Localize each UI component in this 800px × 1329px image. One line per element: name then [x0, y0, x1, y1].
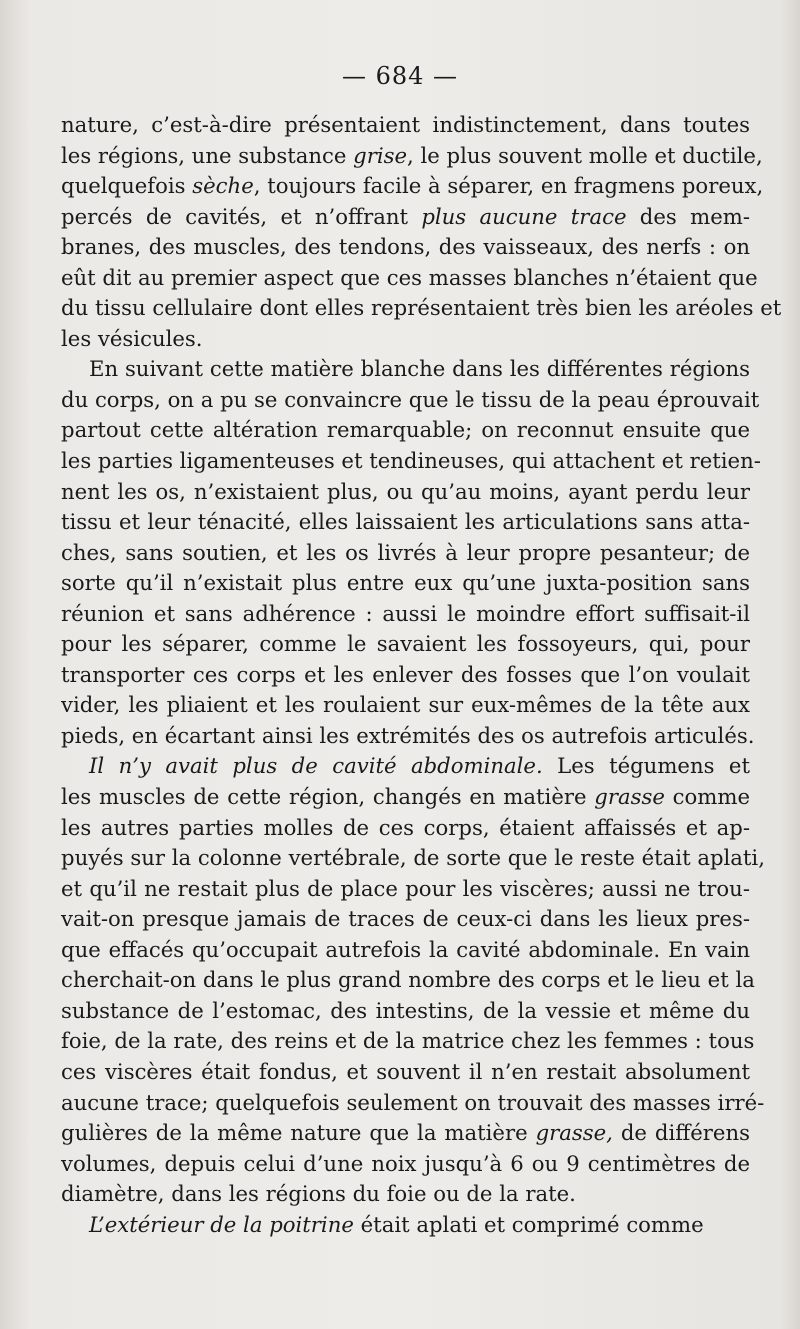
text-line [61, 1149, 750, 1180]
text-run: comme [664, 784, 751, 810]
paragraph [61, 1210, 750, 1241]
text-line [61, 935, 750, 966]
text-run: quelquefois [61, 173, 193, 199]
text-run: eût dit au premier aspect que ces masses blanches n’étaient que [61, 264, 758, 290]
text-run: , le plus souvent molle et ductile, [407, 142, 763, 168]
text-line [61, 904, 750, 935]
text-run: volumes, depuis celui d’une noix jusqu’à 6 ou 9 centimètres de [61, 1150, 750, 1176]
text-run: puyés sur la colonne vertébrale, de sorte que le reste était aplati, [61, 845, 765, 871]
text-line [61, 293, 782, 324]
text-line [61, 415, 750, 446]
text-line [61, 232, 750, 263]
text-run: du corps, on a pu se convaincre que le tissu de la peau éprouvait [61, 386, 760, 412]
text-run: Les tégumens et [542, 753, 750, 779]
text-line [61, 721, 755, 752]
italic-text: grise [353, 142, 408, 168]
body-text [61, 110, 782, 1240]
text-run: des mem- [626, 203, 750, 229]
text-line [61, 660, 750, 691]
italic-text: plus aucune trace [421, 203, 627, 229]
text-run: pour les séparer, comme le savaient les fossoyeurs, qui, pour [61, 631, 750, 657]
text-run: foie, de la rate, des reins et de la matrice chez les femmes : tous [61, 1028, 755, 1054]
text-run: diamètre, dans les régions du foie ou de la rate. [61, 1181, 576, 1207]
text-run: cherchait-on dans le plus grand nombre des corps et le lieu et la [61, 967, 755, 993]
text-run: ches, sans soutien, et les os livrés à leur propre pesanteur; de [61, 539, 750, 565]
text-run: les parties ligamenteuses et tendineuses, qui attachent et retien- [61, 448, 761, 474]
text-run: les autres parties molles de ces corps, étaient affaissés et ap- [61, 814, 750, 840]
text-run: transporter ces corps et les enlever des fosses que l’on voulait [61, 661, 750, 687]
text-line [61, 477, 750, 508]
text-run: sorte qu’il n’existait plus entre eux qu’une juxta-position sans [61, 570, 750, 596]
text-run: vait-on presque jamais de traces de ceux-ci dans les lieux pres- [61, 906, 750, 932]
text-line [61, 1026, 755, 1057]
text-line [61, 110, 750, 141]
text-run: En suivant cette matière blanche dans les différentes régions [89, 356, 750, 382]
text-run: branes, des muscles, des tendons, des vaisseaux, des nerfs : on [61, 234, 750, 260]
text-run: vider, les pliaient et les roulaient sur eux-mêmes de la tête aux [61, 692, 750, 718]
text-run: que effacés qu’occupait autrefois la cavité abdominale. En vain [61, 936, 750, 962]
text-run: et qu’il ne restait plus de place pour les viscères; aussi ne trou- [61, 875, 750, 901]
text-run: , toujours facile à séparer, en fragmens poreux, [253, 173, 764, 199]
text-line [61, 354, 750, 385]
text-line [61, 874, 750, 905]
text-line [61, 141, 763, 172]
text-run: était aplati et comprimé comme [353, 1211, 704, 1237]
text-line [61, 965, 755, 996]
text-line [61, 507, 750, 538]
paragraph [61, 110, 782, 354]
italic-text: L’extérieur de la poitrine [89, 1211, 354, 1237]
text-line [61, 263, 758, 294]
text-line [61, 599, 750, 630]
text-line [61, 324, 750, 355]
text-run: aucune trace; quelquefois seulement on trouvait des masses irré- [61, 1089, 765, 1115]
italic-text: grasse [594, 784, 665, 810]
text-run: réunion et sans adhérence : aussi le moindre effort suffisait-il [61, 600, 750, 626]
paragraph [61, 751, 765, 1209]
text-line [61, 1057, 750, 1088]
text-line [61, 813, 750, 844]
text-line [61, 568, 750, 599]
text-run: nature, c’est-à-dire présentaient indistinctement, dans toutes [61, 112, 750, 137]
text-run: ces viscères était fondus, et souvent il n’en restait absolument [61, 1058, 750, 1084]
text-line [61, 782, 750, 813]
text-line [61, 751, 750, 782]
text-run: les régions, une substance [61, 142, 354, 168]
text-run: substance de l’estomac, des intestins, de la vessie et même du [61, 997, 750, 1023]
text-run: du tissu cellulaire dont elles représentaient très bien les aréoles et [61, 295, 782, 321]
text-run: les muscles de cette région, changés en matière [61, 784, 595, 810]
text-line [61, 202, 750, 233]
text-line [61, 538, 750, 569]
text-line [61, 1210, 750, 1241]
text-line [61, 996, 750, 1027]
text-line [61, 1118, 750, 1149]
text-run: de différens [612, 1120, 750, 1146]
text-line [61, 446, 761, 477]
text-line [61, 1088, 765, 1119]
text-run: gulières de la même nature que la matière [61, 1120, 536, 1146]
page-number: — 684 — [341, 62, 459, 90]
text-line [61, 1179, 750, 1210]
text-run: partout cette altération remarquable; on reconnut ensuite que [61, 417, 750, 443]
text-run: nent les os, n’existaient plus, ou qu’au moins, ayant perdu leur [61, 478, 750, 504]
text-line [61, 629, 750, 660]
text-line [61, 171, 764, 202]
text-line [61, 385, 760, 416]
italic-text: sèche [192, 173, 254, 199]
paragraph [61, 354, 761, 751]
text-run: tissu et leur ténacité, elles laissaient les articulations sans atta- [61, 509, 750, 535]
text-line [61, 843, 765, 874]
italic-text: grasse, [535, 1120, 613, 1146]
text-run: les vésicules. [61, 325, 203, 351]
text-run: percés de cavités, et n’offrant [61, 203, 422, 229]
italic-text: Il n’y avait plus de cavité abdominale. [89, 753, 543, 779]
text-line [61, 690, 750, 721]
text-run: pieds, en écartant ainsi les extrémités des os autrefois articulés. [61, 722, 755, 748]
